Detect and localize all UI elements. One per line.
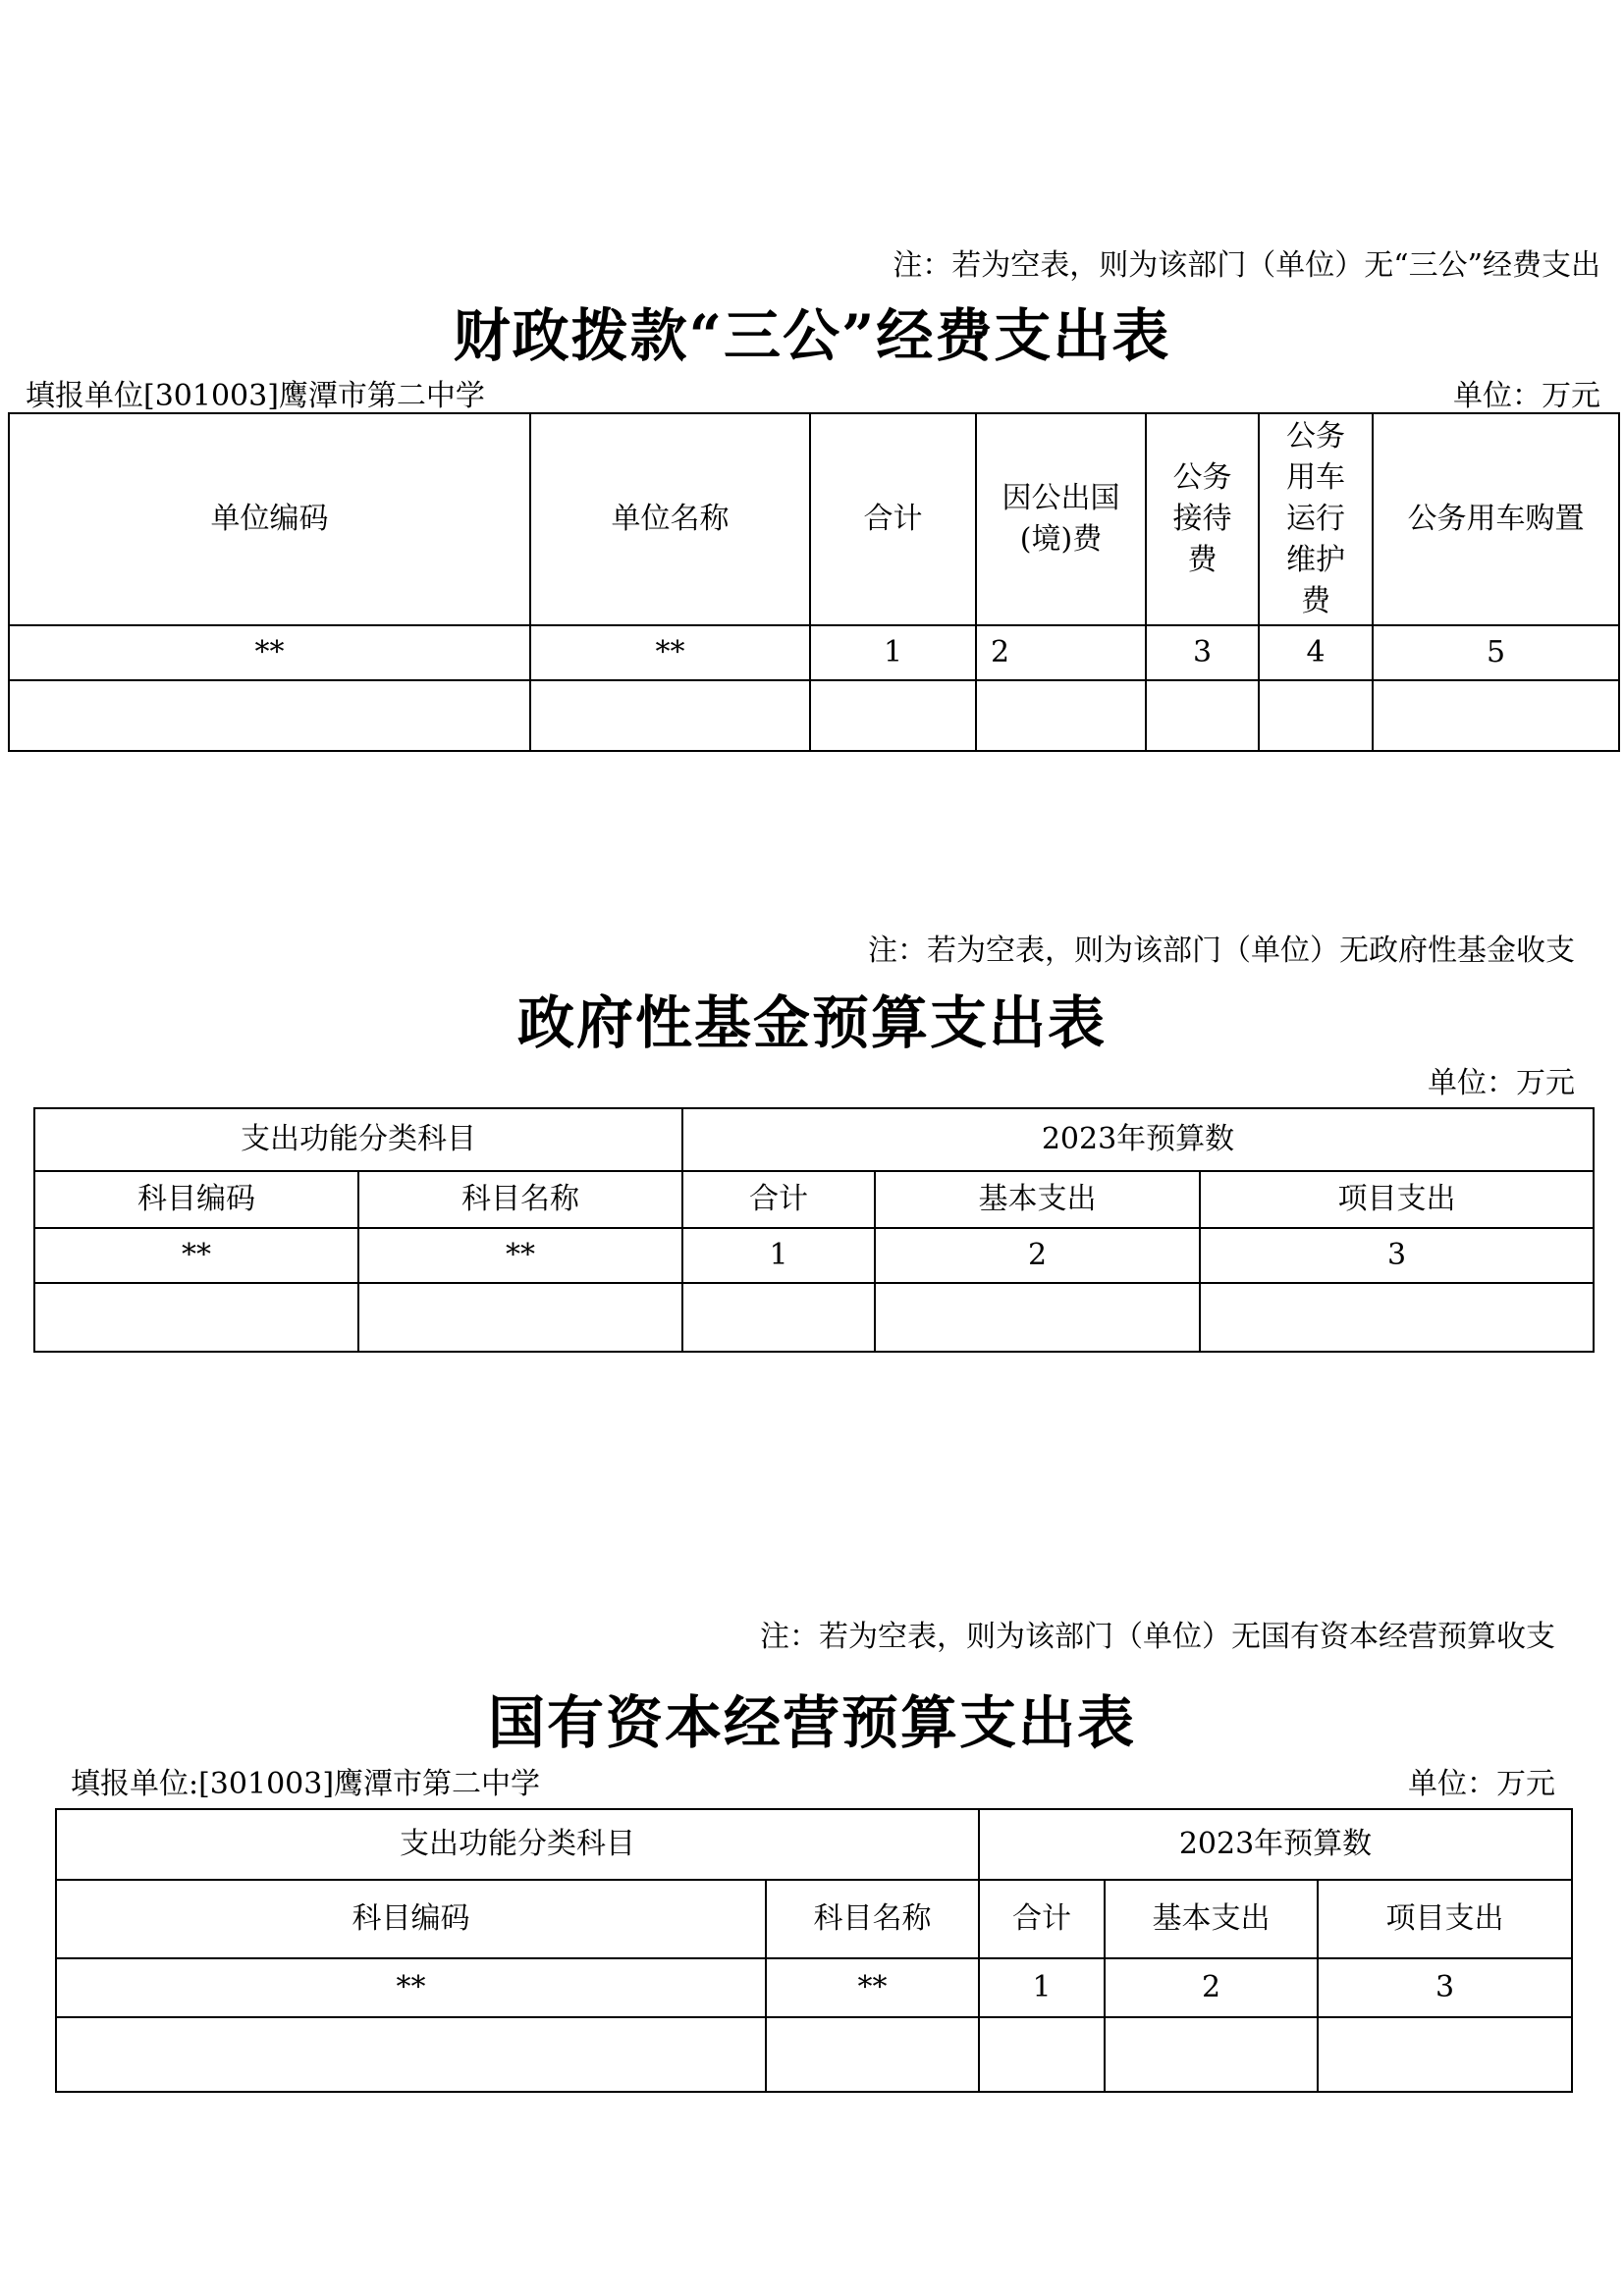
index-cell: 3 [1146, 625, 1259, 680]
index-cell: 3 [1318, 1958, 1572, 2017]
header-cell: 合计 [682, 1171, 875, 1228]
header-cell: 基本支出 [875, 1171, 1200, 1228]
header-cell: 公务接待费 [1146, 413, 1259, 625]
empty-cell [1318, 2017, 1572, 2092]
san-gong-unit-info: 填报单位[301003]鹰潭市第二中学 [26, 379, 485, 413]
header-cell: 因公出国(境)费 [976, 413, 1146, 625]
index-cell: 1 [810, 625, 976, 680]
empty-cell [979, 2017, 1105, 2092]
table-index-row [56, 1958, 1572, 2017]
header-cell: 基本支出 [1105, 1880, 1318, 1958]
empty-cell [976, 680, 1146, 751]
san-gong-note: 注：若为空表，则为该部门（单位）无“三公”经费支出 [893, 248, 1600, 283]
state-capital-title: 国有资本经营预算支出表 [487, 1689, 1136, 1756]
state-capital-unit-info: 填报单位:[301003]鹰潭市第二中学 [71, 1767, 541, 1801]
header-cell: 单位名称 [530, 413, 810, 625]
state-capital-unit-label: 单位：万元 [1408, 1767, 1555, 1801]
table-header-row [56, 1880, 1572, 1958]
index-cell: 2 [976, 625, 1146, 680]
index-cell: 2 [875, 1228, 1200, 1283]
header-cell: 单位编码 [9, 413, 530, 625]
empty-cell [9, 680, 530, 751]
table-index-row [34, 1228, 1594, 1283]
group-header-cell: 支出功能分类科目 [56, 1809, 979, 1880]
header-cell: 科目名称 [766, 1880, 979, 1958]
san-gong-table [8, 412, 1620, 752]
index-cell: ** [34, 1228, 358, 1283]
index-cell: ** [9, 625, 530, 680]
index-cell: ** [56, 1958, 766, 2017]
empty-cell [1146, 680, 1259, 751]
table-group-header-row [56, 1809, 1572, 1880]
state-capital-table [55, 1808, 1573, 2093]
index-cell: 3 [1200, 1228, 1594, 1283]
empty-cell [1373, 680, 1619, 751]
san-gong-unit-label: 单位：万元 [1453, 379, 1600, 413]
index-cell: 1 [979, 1958, 1105, 2017]
empty-cell [766, 2017, 979, 2092]
index-cell: ** [358, 1228, 682, 1283]
gov-fund-table [33, 1107, 1595, 1353]
index-cell: 1 [682, 1228, 875, 1283]
group-header-cell: 2023年预算数 [682, 1108, 1594, 1171]
header-cell: 合计 [979, 1880, 1105, 1958]
group-header-cell: 2023年预算数 [979, 1809, 1572, 1880]
table-row [34, 1283, 1594, 1352]
table-group-header-row [34, 1108, 1594, 1171]
empty-cell [810, 680, 976, 751]
index-cell: ** [530, 625, 810, 680]
empty-cell [1200, 1283, 1594, 1352]
header-cell: 科目名称 [358, 1171, 682, 1228]
header-cell: 合计 [810, 413, 976, 625]
empty-cell [530, 680, 810, 751]
empty-cell [1259, 680, 1373, 751]
index-cell: 5 [1373, 625, 1619, 680]
empty-cell [682, 1283, 875, 1352]
index-cell: 2 [1105, 1958, 1318, 2017]
empty-cell [875, 1283, 1200, 1352]
header-cell: 项目支出 [1318, 1880, 1572, 1958]
gov-fund-title: 政府性基金预算支出表 [516, 989, 1107, 1056]
group-header-cell: 支出功能分类科目 [34, 1108, 682, 1171]
table-header-row [34, 1171, 1594, 1228]
empty-cell [34, 1283, 358, 1352]
state-capital-note: 注：若为空表，则为该部门（单位）无国有资本经营预算收支 [760, 1620, 1555, 1654]
header-cell: 公务用车运行维护费 [1259, 413, 1373, 625]
gov-fund-unit-label: 单位：万元 [1428, 1066, 1575, 1100]
gov-fund-note: 注：若为空表，则为该部门（单位）无政府性基金收支 [868, 934, 1575, 968]
table-index-row [9, 625, 1619, 680]
table-row [9, 680, 1619, 751]
header-cell: 科目编码 [56, 1880, 766, 1958]
index-cell: ** [766, 1958, 979, 2017]
header-cell: 项目支出 [1200, 1171, 1594, 1228]
empty-cell [358, 1283, 682, 1352]
index-cell: 4 [1259, 625, 1373, 680]
table-header-row [9, 413, 1619, 625]
header-cell: 公务用车购置 [1373, 413, 1619, 625]
empty-cell [1105, 2017, 1318, 2092]
header-cell: 科目编码 [34, 1171, 358, 1228]
table-row [56, 2017, 1572, 2092]
san-gong-title: 财政拨款“三公”经费支出表 [453, 302, 1171, 369]
empty-cell [56, 2017, 766, 2092]
